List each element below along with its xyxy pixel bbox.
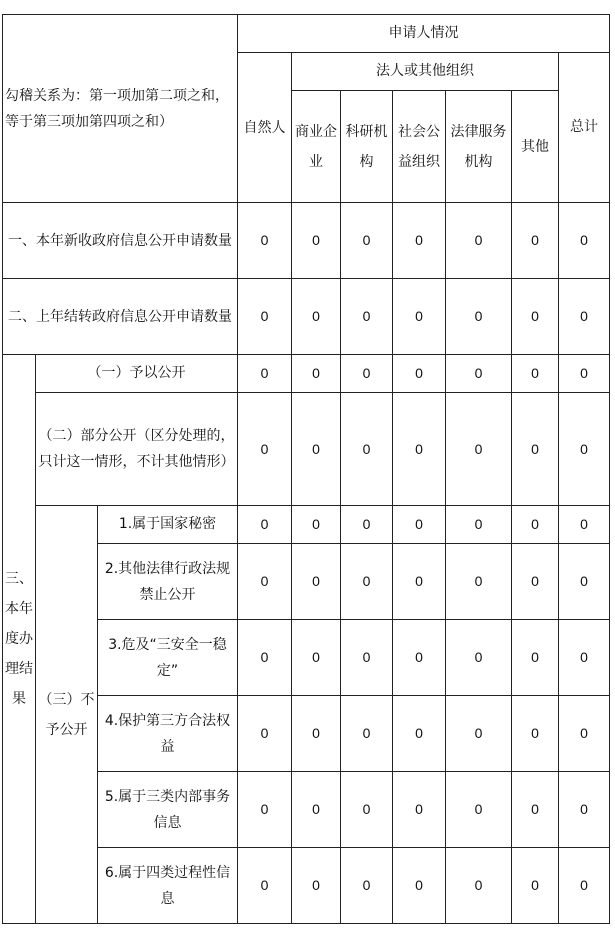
- cell-value: 0: [446, 696, 512, 772]
- cell-value: 0: [292, 620, 341, 696]
- applicant-situation-header: 申请人情况: [238, 15, 610, 53]
- cell-value: 0: [341, 355, 393, 393]
- cell-value: 0: [238, 772, 292, 848]
- cell-value: 0: [446, 544, 512, 620]
- cell-value: 0: [512, 279, 559, 355]
- cell-value: 0: [559, 355, 610, 393]
- row-label-reason: 6.属于四类过程性信息: [98, 848, 238, 924]
- cell-value: 0: [292, 279, 341, 355]
- cell-value: 0: [292, 696, 341, 772]
- cell-value: 0: [341, 772, 393, 848]
- natural-person-header: 自然人: [238, 53, 292, 203]
- cell-value: 0: [559, 203, 610, 279]
- cell-value: 0: [446, 848, 512, 924]
- cell-value: 0: [559, 620, 610, 696]
- cell-value: 0: [446, 506, 512, 544]
- cell-value: 0: [341, 393, 393, 506]
- cell-value: 0: [292, 772, 341, 848]
- cell-value: 0: [393, 355, 446, 393]
- cell-value: 0: [238, 355, 292, 393]
- cell-value: 0: [238, 393, 292, 506]
- cell-value: 0: [446, 393, 512, 506]
- cell-value: 0: [238, 696, 292, 772]
- cell-value: 0: [559, 696, 610, 772]
- not-disclose-label: （三）不予公开: [36, 506, 98, 924]
- cell-value: 0: [238, 544, 292, 620]
- cell-value: 0: [393, 544, 446, 620]
- cell-value: 0: [292, 203, 341, 279]
- cell-value: 0: [393, 848, 446, 924]
- cell-value: 0: [512, 506, 559, 544]
- cell-value: 0: [341, 544, 393, 620]
- cell-value: 0: [446, 620, 512, 696]
- cell-value: 0: [238, 279, 292, 355]
- cell-value: 0: [292, 544, 341, 620]
- row-label-carried-over: 二、上年结转政府信息公开申请数量: [3, 279, 238, 355]
- cell-value: 0: [292, 848, 341, 924]
- cell-value: 0: [512, 393, 559, 506]
- row-label-partial: （二）部分公开（区分处理的，只计这一情形，不计其他情形）: [36, 393, 238, 506]
- cell-value: 0: [446, 355, 512, 393]
- cell-value: 0: [446, 772, 512, 848]
- cell-value: 0: [292, 506, 341, 544]
- cell-value: 0: [393, 506, 446, 544]
- statistics-table: [2, 14, 610, 924]
- row-label-reason: 5.属于三类内部事务信息: [98, 772, 238, 848]
- cell-value: 0: [341, 696, 393, 772]
- cell-value: 0: [393, 279, 446, 355]
- cell-value: 0: [292, 355, 341, 393]
- cell-value: 0: [292, 393, 341, 506]
- cell-value: 0: [559, 772, 610, 848]
- row-label-reason: 1.属于国家秘密: [98, 506, 238, 544]
- corner-note: 勾稽关系为：第一项加第二项之和，等于第三项加第四项之和）: [3, 15, 238, 203]
- legal-person-group-header: 法人或其他组织: [292, 53, 559, 91]
- cell-value: 0: [238, 506, 292, 544]
- cell-value: 0: [341, 203, 393, 279]
- cell-value: 0: [559, 279, 610, 355]
- cell-value: 0: [393, 696, 446, 772]
- column-header-other: 其他: [512, 91, 559, 203]
- cell-value: 0: [238, 620, 292, 696]
- cell-value: 0: [512, 544, 559, 620]
- cell-value: 0: [559, 848, 610, 924]
- cell-value: 0: [341, 620, 393, 696]
- column-header-public-welfare: 社会公益组织: [393, 91, 446, 203]
- column-header-legal-service: 法律服务机构: [446, 91, 512, 203]
- row-label-reason: 4.保护第三方合法权益: [98, 696, 238, 772]
- cell-value: 0: [559, 544, 610, 620]
- cell-value: 0: [341, 506, 393, 544]
- row-label-disclose: （一）予以公开: [36, 355, 238, 393]
- cell-value: 0: [446, 203, 512, 279]
- cell-value: 0: [393, 772, 446, 848]
- row-label-reason: 3.危及“三安全一稳定”: [98, 620, 238, 696]
- row-label-new-requests: 一、本年新收政府信息公开申请数量: [3, 203, 238, 279]
- total-header: 总计: [559, 53, 610, 203]
- cell-value: 0: [559, 393, 610, 506]
- section3-label: 三、本年度办理结果: [3, 355, 36, 924]
- cell-value: 0: [341, 279, 393, 355]
- cell-value: 0: [393, 393, 446, 506]
- cell-value: 0: [512, 355, 559, 393]
- cell-value: 0: [446, 279, 512, 355]
- cell-value: 0: [512, 696, 559, 772]
- cell-value: 0: [341, 848, 393, 924]
- column-header-commercial: 商业企业: [292, 91, 341, 203]
- cell-value: 0: [393, 620, 446, 696]
- cell-value: 0: [512, 203, 559, 279]
- cell-value: 0: [512, 848, 559, 924]
- row-label-reason: 2.其他法律行政法规禁止公开: [98, 544, 238, 620]
- cell-value: 0: [512, 620, 559, 696]
- cell-value: 0: [238, 203, 292, 279]
- cell-value: 0: [512, 772, 559, 848]
- cell-value: 0: [559, 506, 610, 544]
- column-header-research: 科研机构: [341, 91, 393, 203]
- cell-value: 0: [238, 848, 292, 924]
- cell-value: 0: [393, 203, 446, 279]
